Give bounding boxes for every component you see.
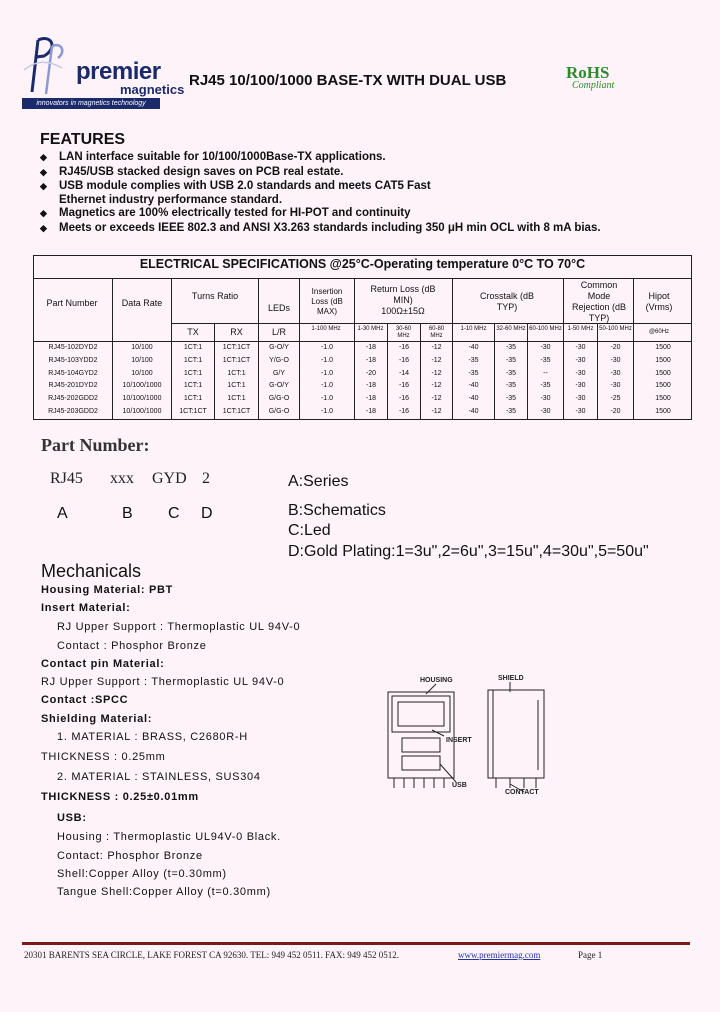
table-cell: 10/100 — [131, 344, 153, 351]
mech-line: Contact : Phosphor Bronze — [57, 640, 207, 652]
table-cell: -1.0 — [320, 344, 334, 351]
drawing-label-contact: CONTACT — [505, 789, 539, 796]
drawing-label-shield: SHIELD — [498, 675, 524, 682]
col-leds: LEDs — [267, 303, 290, 313]
pn-code-series: RJ45 — [50, 470, 83, 487]
col-common-mode-rejection: Common Mode Rejection (dB TYP) — [571, 280, 627, 323]
pn-desc-c: C:Led — [288, 522, 331, 539]
table-cell: -16 — [398, 408, 410, 415]
mechanicals-heading: Mechanicals — [41, 561, 142, 581]
drawing-label-usb: USB — [452, 782, 467, 789]
table-cell: -12 — [431, 395, 442, 403]
table-cell: -35 — [505, 344, 517, 351]
mech-line: Contact pin Material: — [41, 658, 165, 670]
subcol-tx: TX — [187, 327, 199, 337]
table-cell: -20 — [610, 344, 621, 351]
mech-line: 2. MATERIAL : STAINLESS, SUS304 — [57, 771, 261, 783]
feature-item: ◆ LAN interface suitable for 10/100/1000Base-TX applications. — [40, 151, 386, 163]
table-cell: -18 — [365, 408, 377, 415]
subcol-lr: L/R — [271, 327, 286, 337]
bullet-icon: ◆ — [40, 152, 47, 162]
part-number-heading: Part Number: — [41, 435, 150, 455]
table-cell: -18 — [365, 344, 377, 351]
table-cell: G-O/Y — [269, 382, 289, 390]
table-cell: 1CT:1 — [183, 369, 203, 377]
subcol-cm1: 1-50 MHz — [567, 326, 594, 332]
table-cell: -40 — [468, 344, 479, 351]
table-cell: -40 — [468, 382, 479, 390]
features-heading: FEATURES — [40, 131, 126, 148]
table-cell: -1.0 — [320, 395, 334, 403]
mech-line: Shielding Material: — [41, 713, 153, 725]
table-cell: -35 — [505, 395, 517, 403]
mech-line: Contact: Phosphor Bronze — [57, 850, 203, 862]
col-crosstalk: Crosstalk (dB TYP) — [479, 291, 534, 312]
subcol-rl1: 1-30 MHz — [357, 326, 384, 332]
mech-line: Housing : Thermoplastic UL94V-0 Black. — [57, 831, 281, 843]
mech-line: RJ Upper Support : Thermoplastic UL 94V-0 — [41, 676, 285, 688]
table-cell: -40 — [468, 395, 479, 403]
connector-drawing — [360, 670, 560, 800]
table-cell: -25 — [610, 395, 621, 403]
drawing-label-housing: HOUSING — [420, 677, 453, 684]
rohs-compliant-label: Compliant — [572, 80, 615, 91]
table-cell: -30 — [575, 382, 586, 390]
subcol-rl2: 30-60 MHz — [395, 326, 412, 339]
bullet-icon: ◆ — [40, 167, 47, 177]
table-cell: 10/100/1000 — [122, 395, 162, 403]
table-cell: -30 — [610, 382, 621, 390]
table-cell: -35 — [505, 408, 517, 415]
table-cell: -30 — [575, 408, 586, 415]
table-cell: -1.0 — [320, 369, 334, 377]
table-cell: Y/G-O — [269, 356, 289, 364]
table-cell: -16 — [398, 356, 410, 364]
pn-desc-d: D:Gold Plating:1=3u",2=6u",3=15u",4=30u",5=50u" — [288, 543, 649, 560]
feature-item: ◆ Magnetics are 100% electrically tested for HI-POT and continuity — [40, 207, 411, 219]
col-part-number: Part Number — [46, 298, 98, 308]
col-turns-ratio: Turns Ratio — [191, 291, 239, 301]
table-cell: 1500 — [655, 369, 671, 377]
table-cell: -30 — [575, 356, 586, 364]
table-row-part-number: RJ45-202GDD2 — [48, 395, 98, 403]
table-cell: G-O/Y — [269, 344, 289, 351]
table-cell: 1CT:1 — [183, 344, 203, 351]
pn-letter-d: D — [201, 505, 213, 522]
pn-code-led: GYD — [152, 470, 187, 487]
table-cell: -35 — [540, 382, 551, 390]
table-cell: -18 — [365, 382, 377, 390]
table-row-part-number: RJ45-102DYD2 — [48, 344, 98, 351]
table-cell: -30 — [540, 408, 551, 415]
table-cell: -30 — [610, 356, 621, 364]
table-cell: G/Y — [272, 369, 286, 377]
feature-continuation: Ethernet industry performance standard. — [59, 194, 283, 206]
table-cell: -14 — [398, 369, 410, 377]
table-cell: 1CT:1CT — [222, 344, 251, 351]
table-cell: -35 — [468, 356, 479, 364]
col-hipot: Hipot (Vrms) — [645, 291, 673, 312]
pn-letter-b: B — [122, 505, 133, 522]
table-cell: 1CT:1CT — [222, 356, 251, 364]
table-cell: 10/100/1000 — [122, 382, 162, 390]
table-cell: 1CT:1 — [227, 369, 246, 377]
feature-item: ◆ Meets or exceeds IEEE 802.3 and ANSI X3.263 standards including 350 μH min OCL with 8 mA bias. — [40, 222, 601, 234]
table-cell: -30 — [575, 395, 586, 403]
pn-letter-c: C — [168, 505, 180, 522]
col-data-rate: Data Rate — [121, 298, 163, 308]
premier-logo-mark — [22, 30, 70, 100]
table-cell: 1CT:1CT — [222, 408, 251, 415]
pn-desc-a: A:Series — [288, 473, 349, 490]
mech-line: THICKNESS : 0.25±0.01mm — [41, 791, 199, 803]
table-cell: -30 — [540, 395, 551, 403]
table-cell: 10/100/1000 — [122, 408, 162, 415]
mech-line: Tangue Shell:Copper Alloy (t=0.30mm) — [57, 886, 271, 898]
pn-desc-b: B:Schematics — [288, 502, 386, 519]
table-cell: 1500 — [655, 344, 671, 351]
col-return-loss: Return Loss (dB MIN) — [370, 284, 436, 305]
table-cell: -12 — [431, 369, 442, 377]
table-cell: -1.0 — [320, 408, 334, 415]
table-cell: 1CT:1CT — [179, 408, 207, 415]
rohs-mark: RoHS — [566, 63, 610, 82]
table-cell: -12 — [431, 408, 442, 415]
table-cell: -12 — [431, 382, 442, 390]
table-cell: -16 — [398, 344, 410, 351]
logo-tagline: innovators in magnetics technology — [22, 98, 160, 109]
drawing-label-insert: INSERT — [446, 737, 472, 744]
table-cell: 10/100 — [131, 369, 153, 377]
pn-letter-a: A — [57, 505, 68, 522]
document-title: RJ45 10/100/1000 BASE-TX WITH DUAL USB — [189, 72, 507, 89]
col-return-loss-impedance: 100Ω±15Ω — [381, 306, 425, 316]
table-cell: -30 — [610, 369, 621, 377]
subcol-ct3: 60-100 MHz — [529, 326, 562, 332]
mech-line: 1. MATERIAL : BRASS, C2680R-H — [57, 731, 248, 743]
bullet-icon: ◆ — [40, 223, 47, 233]
table-cell: -35 — [505, 382, 517, 390]
feature-item: ◆ RJ45/USB stacked design saves on PCB real estate. — [40, 166, 344, 178]
table-cell: 1CT:1 — [183, 356, 203, 364]
table-row-part-number: RJ45-104GYD2 — [48, 369, 98, 377]
subcol-rl3: 60-80 MHz — [428, 326, 445, 339]
table-cell: -12 — [431, 344, 442, 351]
table-cell: -18 — [365, 356, 377, 364]
subcol-ct1: 1-10 MHz — [460, 326, 487, 332]
pn-code-schematic: xxx — [110, 470, 134, 487]
table-cell: 1500 — [655, 382, 671, 390]
spec-table-title: ELECTRICAL SPECIFICATIONS @25°C-Operating temperature 0°C TO 70°C — [139, 257, 586, 271]
subcol-cm2: 50-100 MHz — [599, 326, 632, 332]
mech-line: Insert Material: — [41, 602, 131, 614]
table-cell: -30 — [540, 344, 551, 351]
table-cell: 10/100 — [131, 356, 153, 364]
table-cell: 1500 — [655, 395, 671, 403]
pn-code-plating: 2 — [202, 470, 210, 487]
subcol-ct2: 32-60 MHz — [496, 326, 526, 332]
table-cell: -35 — [505, 369, 517, 377]
table-cell: -35 — [505, 356, 517, 364]
table-cell: -- — [543, 369, 548, 377]
footer-address: 20301 BARENTS SEA CIRCLE, LAKE FOREST CA 92630. TEL: 949 452 0511. FAX: 949 452 0512. — [24, 950, 399, 960]
table-cell: -12 — [431, 356, 442, 364]
mech-line: Shell:Copper Alloy (t=0.30mm) — [57, 868, 227, 880]
table-cell: -35 — [540, 356, 551, 364]
mech-line: THICKNESS : 0.25mm — [41, 751, 166, 763]
table-cell: -20 — [610, 408, 621, 415]
table-cell: 1CT:1 — [227, 382, 246, 390]
table-cell: -18 — [365, 395, 377, 403]
subcol-rx: RX — [230, 327, 243, 337]
footer-page-number: Page 1 — [578, 950, 603, 960]
table-cell: 1CT:1 — [183, 382, 203, 390]
table-cell: -1.0 — [320, 382, 334, 390]
table-cell: 1500 — [655, 356, 671, 364]
table-row-part-number: RJ45-203GDD2 — [48, 408, 98, 415]
table-cell: 1CT:1 — [227, 395, 246, 403]
mech-line: RJ Upper Support : Thermoplastic UL 94V-0 — [57, 621, 301, 633]
logo-subword: magnetics — [120, 82, 185, 97]
table-cell: -16 — [398, 382, 410, 390]
bullet-icon: ◆ — [40, 208, 47, 218]
table-cell: -20 — [365, 369, 377, 377]
mech-line: Housing Material: PBT — [41, 584, 174, 596]
feature-item: ◆ USB module complies with USB 2.0 standards and meets CAT5 Fast — [40, 180, 431, 192]
bullet-icon: ◆ — [40, 181, 47, 191]
col-insertion-loss: Insertion Loss (dB MAX) — [311, 287, 343, 316]
logo-wordmark: premier — [76, 58, 161, 85]
table-row-part-number: RJ45-103YDD2 — [48, 356, 98, 364]
subcol-hipot: @60Hz — [648, 329, 670, 335]
table-cell: -30 — [575, 344, 586, 351]
table-cell: 1500 — [655, 408, 671, 415]
table-cell: -40 — [468, 408, 479, 415]
mech-line: USB: — [57, 812, 87, 824]
table-cell: G/G-O — [268, 395, 290, 403]
table-cell: -30 — [575, 369, 586, 377]
table-cell: -16 — [398, 395, 410, 403]
table-cell: -35 — [468, 369, 479, 377]
footer-website-link[interactable]: www.premiermag.com — [458, 950, 541, 960]
footer-rule — [22, 942, 690, 945]
table-cell: G/G-O — [268, 408, 290, 415]
mech-line: Contact :SPCC — [41, 694, 129, 706]
subcol-il: 1-100 MHz — [311, 326, 341, 332]
table-cell: 1CT:1 — [183, 395, 203, 403]
table-cell: -1.0 — [320, 356, 334, 364]
table-row-part-number: RJ45-201DYD2 — [48, 382, 98, 390]
